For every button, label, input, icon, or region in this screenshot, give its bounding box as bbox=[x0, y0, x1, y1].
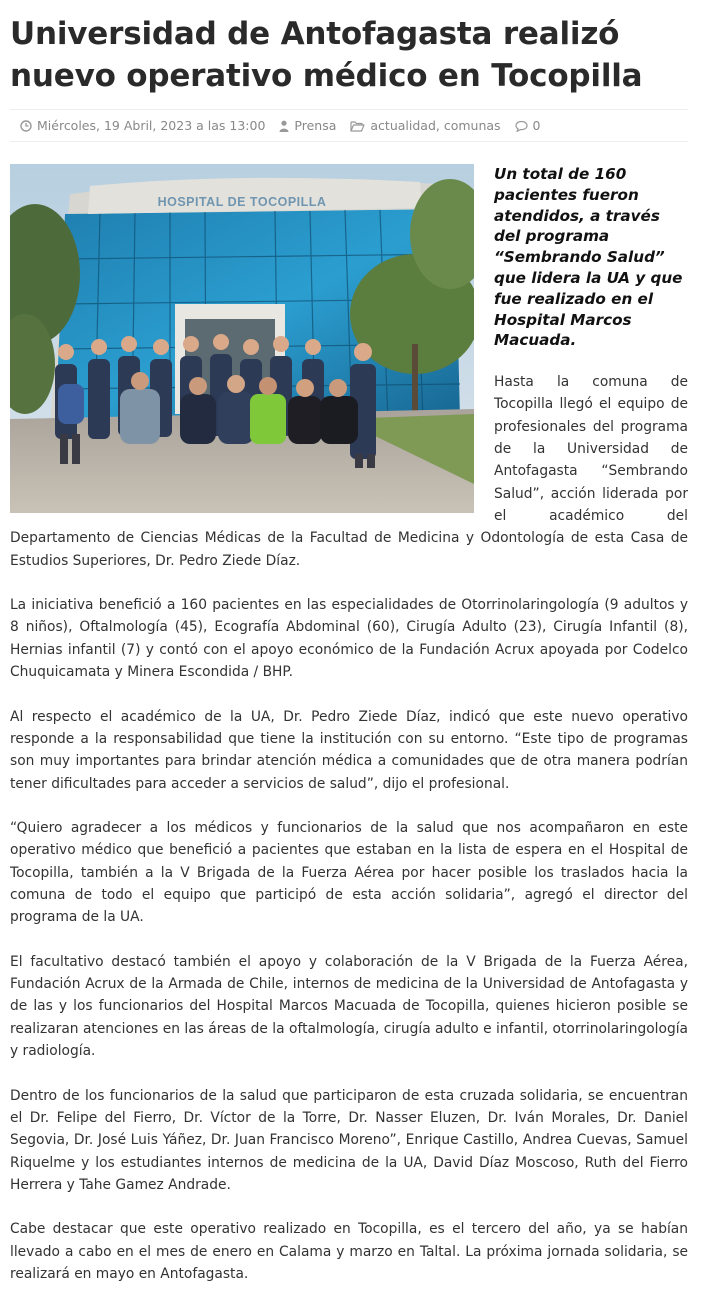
meta-date bbox=[20, 118, 265, 133]
meta-categories-text[interactable]: actualidad, comunas bbox=[370, 118, 501, 133]
paragraph-4: “Quiero agradecer a los médicos y funcionarios de la salud que nos acompañaron en este operativo médico que benefició a pacientes que estaban en la lista de espera en el Hospital de Tocopilla, también a la V Brigada de la Fuerza Aérea por hacer posible los traslados hacia la comuna de todo el equipo que participó de esta acción solidaria”, agregó el director del programa de la UA. bbox=[10, 820, 688, 926]
folder-open-icon bbox=[350, 120, 365, 132]
article-lead: Un total de 160 pacientes fueron atendidos, a través del programa “Sembrando Salud” que lidera la UA y que fue realizado en el Hospital Marcos Macuada. bbox=[494, 165, 683, 350]
paragraph-3: Al respecto el académico de la UA, Dr. Pedro Ziede Díaz, indicó que este nuevo operativo responde a la responsabilidad que tiene la institución con su entorno. “Este tipo de programas son muy importantes para brindar atención médica a comunidades que de otra manera podrían tener dificultades para acceder a servicios de salud”, dijo el profesional. bbox=[10, 708, 688, 792]
meta-author[interactable] bbox=[279, 118, 336, 133]
paragraph-1: Hasta la comuna de Tocopilla llegó el equipo de profesionales del programa de la Universidad de Antofagasta “Sembrando Salud”, acción liderada por el académico del Departamento de Ciencias Médicas de la Facultad de Medicina y Odontología de esta Casa de Estudios Superiores, Dr. Pedro Ziede Díaz. bbox=[10, 374, 688, 569]
article-meta bbox=[10, 109, 688, 142]
meta-comments[interactable] bbox=[515, 118, 541, 133]
article-title: Universidad de Antofagasta realizó nuevo operativo médico en Tocopilla bbox=[10, 16, 643, 94]
article-photo bbox=[10, 164, 474, 513]
hospital-sign: HOSPITAL DE TOCOPILLA bbox=[157, 195, 327, 209]
hospital-group-photo bbox=[10, 164, 474, 513]
paragraph-6: Dentro de los funcionarios de la salud que participaron de esta cruzada solidaria, se encuentran el Dr. Felipe del Fierro, Dr. Víctor de la Torre, Dr. Nasser Eluzen, Dr. Iván Morales, Dr. Daniel Segovia, Dr. José Luis Yáñez, Dr. Juan Francisco Moreno”, Enrique Castillo, Andrea Cuevas, Samuel Riquelme y los estudiantes internos de medicina de la UA, David Díaz Moscoso, Ruth del Fierro Herrera y Tahe Gamez Andrade. bbox=[10, 1087, 688, 1193]
comment-icon bbox=[515, 120, 528, 132]
meta-comments-count[interactable]: 0 bbox=[532, 118, 541, 133]
paragraph-2: La iniciativa benefició a 160 pacientes en las especialidades de Otorrinolaringología (9 adultos y 8 niños), Oftalmología (45), Ecografía Abdominal (60), Cirugía Adulto (23), Cirugía Infantil (8), Hernias infantil (7) y contó con el apoyo económico de la Fundación Acrux apoyada por Codelco Chuquicamata y Minera Escondida / BHP. bbox=[10, 597, 688, 681]
meta-categories[interactable] bbox=[350, 118, 500, 133]
meta-author-text[interactable]: Prensa bbox=[294, 118, 337, 133]
article bbox=[10, 0, 688, 1308]
paragraph-5: El facultativo destacó también el apoyo y colaboración de la V Brigada de la Fuerza Aérea, Fundación Acrux de la Armada de Chile, internos de medicina de la Universidad de Antofagasta y de las y los funcionarios del Hospital Marcos Macuada de Tocopilla, quienes hicieron posible se realizaran atenciones en las áreas de la oftalmología, cirugía adulto e infantil, otorrinolaringología y radiología. bbox=[10, 953, 688, 1060]
paragraph-7: Cabe destacar que este operativo realizado en Tocopilla, es el tercero del año, ya se habían llevado a cabo en el mes de enero en Calama y marzo en Taltal. La próxima jornada solidaria, se realizará en mayo en Antofagasta. bbox=[10, 1221, 688, 1283]
clock-icon bbox=[20, 120, 32, 132]
meta-date-text: Miércoles, 19 Abril, 2023 a las 13:00 bbox=[37, 118, 266, 133]
user-icon bbox=[279, 120, 289, 132]
article-body bbox=[10, 164, 688, 1285]
